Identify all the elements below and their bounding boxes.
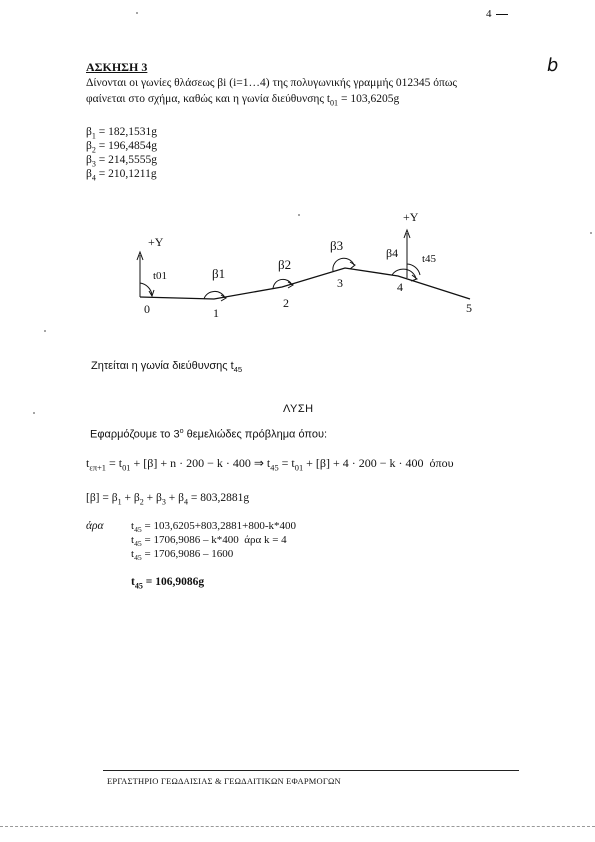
main-formula: $t_{\varepsilon\pi+1} = t_{01} + [\beta] + n \cdot 200 - k \cdot 400$ ⇒ $t_{45} = t_{01} + [\beta] + 4 \cdot 200 - k \cdot 400$ όπου: [86, 456, 454, 473]
question-text: Ζητείται η γωνία διεύθυνσης $t_{45}$: [91, 360, 243, 375]
t45-label: t45: [422, 253, 437, 265]
handwritten-mark: b: [545, 55, 561, 76]
footer-rule: [103, 770, 519, 771]
point-3-label: 3: [337, 276, 343, 290]
scan-speck: [136, 12, 138, 14]
exercise-title: ΑΣΚΗΣΗ 3: [86, 60, 148, 74]
apply-text: Εφαρμόζουμε το $3^o$ θεμελιώδες πρόβλημα όπου:: [90, 427, 328, 441]
beta-2-value: $\beta_2 = 196,4854g$: [86, 140, 158, 155]
calc-line-3: $t_{45} = 1706,9086 - 1600$: [131, 548, 234, 563]
t01-label: t01: [153, 270, 168, 282]
beta-1-value: $\beta_1 = 182,1531g$: [86, 126, 158, 141]
beta3-label: β3: [330, 238, 344, 253]
point-4-label: 4: [397, 280, 403, 294]
scan-speck: [298, 214, 300, 216]
calc-line-1: $t_{45} = 103,6205+803,2881+800-k*400$: [131, 520, 297, 535]
page-number: 4: [486, 8, 492, 20]
beta4-label: β4: [386, 246, 399, 260]
plus-y-left-label: +Y: [148, 235, 164, 249]
final-result: $t_{45} = 106,9086g$: [131, 576, 205, 591]
beta1-label: β1: [212, 266, 226, 281]
page-bottom-edge: [0, 826, 595, 828]
beta-4-value: $\beta_4 = 210,1211g$: [86, 168, 157, 183]
intro-line-2: φαίνεται στο σχήμα, καθώς και η γωνία διεύθυνσης $t_{01} = 103,6205g$: [86, 93, 400, 108]
scan-speck: [590, 232, 592, 234]
scan-speck: [44, 330, 46, 332]
traverse-diagram: [130, 203, 490, 333]
beta-sum-line: $[\beta] = \beta_1 + \beta_2 + \beta_3 + \beta_4 = 803,2881g$: [86, 492, 250, 507]
point-2-label: 2: [283, 296, 289, 310]
traverse-line: [140, 268, 470, 299]
footer-lab-name: ΕΡΓΑΣΤΗΡΙΟ ΓΕΩΔΑΙΣΙΑΣ & ΓΕΩΔΑΙΤΙΚΩΝ ΕΦΑΡΜΟΓΩΝ: [107, 776, 341, 786]
point-1-label: 1: [213, 306, 219, 320]
point-0-label: 0: [144, 302, 150, 316]
plus-y-right-label: +Y: [403, 210, 419, 224]
intro-line-1: Δίνονται οι γωνίες θλάσεως βi (i=1…4) της πολυγωνικής γραμμής 012345 όπως: [86, 77, 457, 89]
beta-3-value: $\beta_3 = 214,5555g$: [86, 154, 158, 169]
ara-label: άρα: [86, 520, 104, 532]
page-number-dash: [496, 14, 508, 15]
scan-speck: [33, 412, 35, 414]
point-5-label: 5: [466, 301, 472, 315]
solution-heading: ΛΥΣΗ: [283, 403, 314, 415]
calc-line-2: $t_{45} = 1706,9086 - k*400$ άρα k = 4: [131, 534, 287, 549]
beta2-label: β2: [278, 257, 292, 272]
